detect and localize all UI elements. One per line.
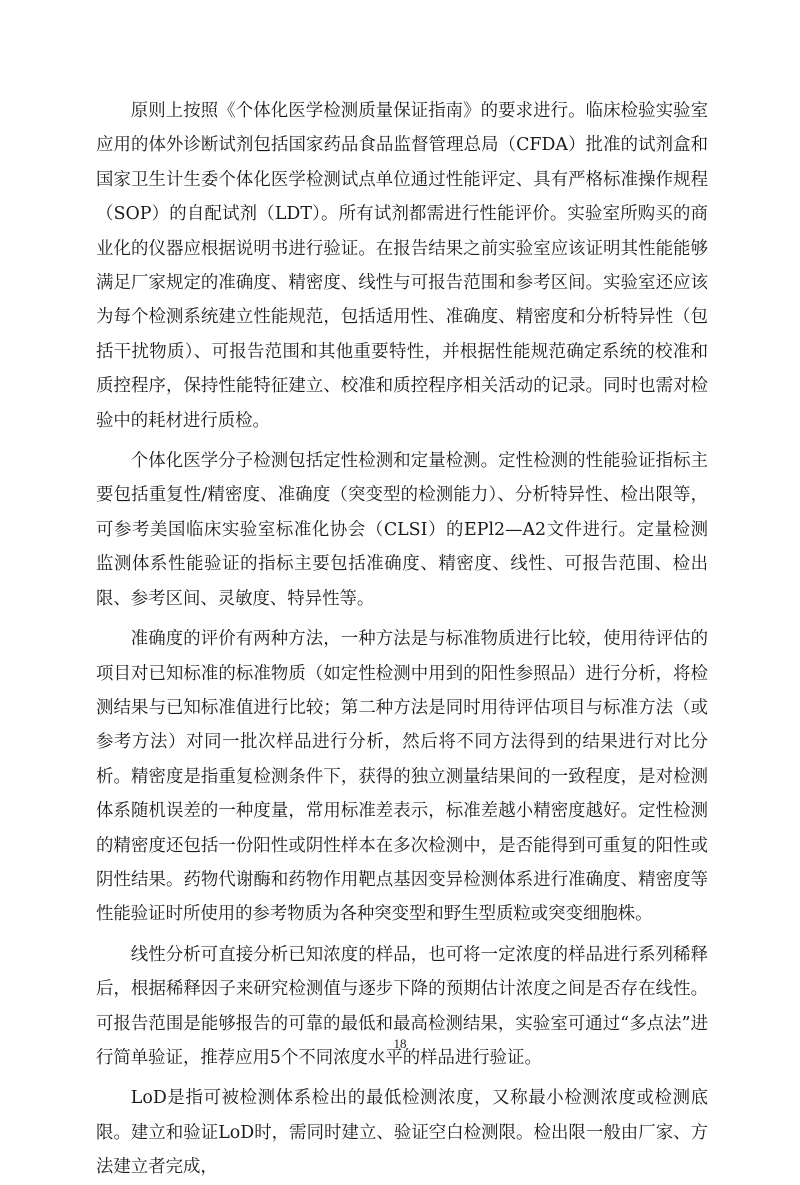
paragraph-lod: LoD是指可被检测体系检出的最低检测浓度，又称最小检测浓度或检测底限。建立和验证LoD时，需同时建立、验证空白检测限。检出限一般由厂家、方法建立者完成， (96, 1088, 708, 1178)
page-number: 18 (393, 1036, 407, 1051)
body-text (96, 94, 708, 1185)
paragraph-molecular-testing: 个体化医学分子检测包括定性检测和定量检测。定性检测的性能验证指标主要包括重复性/精密度、准确度（突变型的检测能力）、分析特异性、检出限等，可参考美国临床实验室标准化协会（CLSI）的EPl2—A2文件进行。定量检测监测体系性能验证的指标主要包括准确度、精密度、线性、可报告范围、检出限、参考区间、灵敏度、特异性等。 (96, 451, 708, 609)
paragraph-accuracy-precision: 准确度的评价有两种方法，一种方法是与标准物质进行比较，使用待评估的项目对已知标准的标准物质（如定性检测中用到的阳性参照品）进行分析，将检测结果与已知标准值进行比较；第二种方法是同时用待评估项目与标准方法（或参考方法）对同一批次样品进行分析，然后将不同方法得到的结果进行对比分析。精密度是指重复检测条件下，获得的独立测量结果间的一致程度，是对检测体系随机误差的一种度量，常用标准差表示，标准差越小精密度越好。定性检测的精密度还包括一份阳性或阴性样本在多次检测中，是否能得到可重复的阳性或阴性结果。药物代谢酶和药物作用靶点基因变异检测体系进行准确度、精密度等性能验证时所使用的参考物质为各种突变型和野生型质粒或突变细胞株。 (96, 629, 708, 925)
paragraph-quality-assurance: 原则上按照《个体化医学检测质量保证指南》的要求进行。临床检验实验室应用的体外诊断试剂包括国家药品食品监督管理总局（CFDA）批准的试剂盒和国家卫生计生委个体化医学检测试点单位通过性能评定、具有严格标准操作规程（SOP）的自配试剂（LDT）。所有试剂都需进行性能评价。实验室所购买的商业化的仪器应根据说明书进行验证。在报告结果之前实验室应该证明其性能能够满足厂家规定的准确度、精密度、线性与可报告范围和参考区间。实验室还应该为每个检测系统建立性能规范，包括适用性、准确度、精密度和分析特异性（包括干扰物质）、可报告范围和其他重要特性，并根据性能规范确定系统的校准和质控程序，保持性能特征建立、校准和质控程序相关活动的记录。同时也需对检验中的耗材进行质检。 (96, 101, 708, 431)
paragraph-linearity: 线性分析可直接分析已知浓度的样品，也可将一定浓度的样品进行系列稀释后，根据稀释因子来研究检测值与逐步下降的预期估计浓度之间是否存在线性。可报告范围是能够报告的可靠的最低和最高检测结果，实验室可通过“多点法”进行简单验证，推荐应用5个不同浓度水平的样品进行验证。 (96, 944, 708, 1068)
